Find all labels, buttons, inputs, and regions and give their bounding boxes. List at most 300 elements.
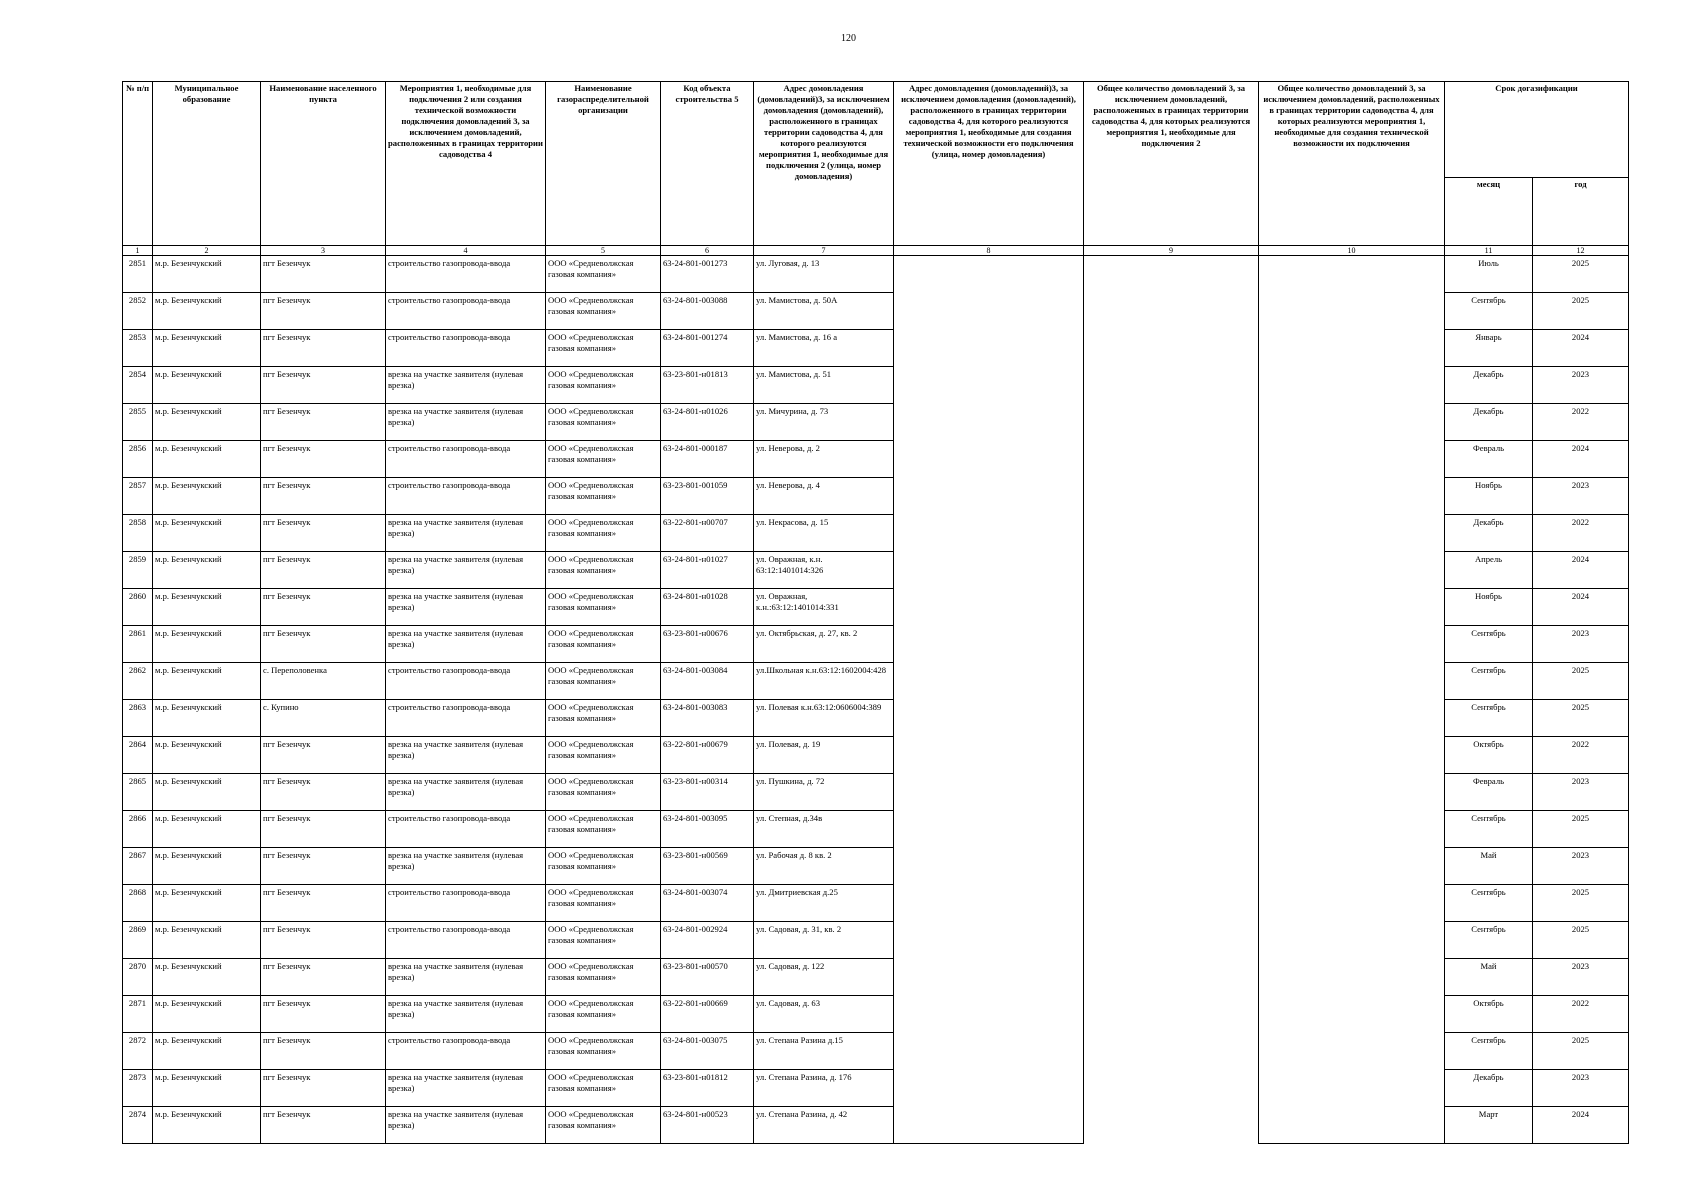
row-number: 2865 [123, 774, 153, 811]
column-index: 12 [1533, 246, 1629, 256]
row-address-tech [894, 515, 1084, 552]
row-municipality: м.р. Безенчукский [153, 700, 261, 737]
row-measure: строительство газопровода-ввода [386, 1033, 546, 1070]
row-address-tech [894, 589, 1084, 626]
row-settlement: пгт Безенчук [261, 441, 386, 478]
row-year: 2023 [1533, 1070, 1629, 1107]
row-municipality: м.р. Безенчукский [153, 1033, 261, 1070]
row-month: Сентябрь [1445, 626, 1533, 663]
row-count-tech [1259, 1107, 1445, 1144]
table-body [123, 256, 1629, 1144]
row-count-connect [1084, 256, 1259, 293]
row-month: Сентябрь [1445, 700, 1533, 737]
row-measure: врезка на участке заявителя (нулевая врезка) [386, 848, 546, 885]
table-row [123, 330, 1629, 367]
column-index: 10 [1259, 246, 1445, 256]
row-year: 2023 [1533, 478, 1629, 515]
row-address: ул. Октябрьская, д. 27, кв. 2 [754, 626, 894, 663]
header-municipality: Муниципальное образование [153, 82, 261, 246]
row-count-connect [1084, 996, 1259, 1033]
row-address-tech [894, 367, 1084, 404]
row-object-code: 63-24-801-003084 [661, 663, 754, 700]
column-index: 7 [754, 246, 894, 256]
row-measure: врезка на участке заявителя (нулевая врезка) [386, 515, 546, 552]
row-measure: врезка на участке заявителя (нулевая врезка) [386, 404, 546, 441]
table-row [123, 848, 1629, 885]
row-year: 2025 [1533, 663, 1629, 700]
row-month: Май [1445, 959, 1533, 996]
row-month: Март [1445, 1107, 1533, 1144]
row-settlement: пгт Безенчук [261, 848, 386, 885]
table-row [123, 700, 1629, 737]
row-municipality: м.р. Безенчукский [153, 330, 261, 367]
row-year: 2023 [1533, 959, 1629, 996]
row-address: ул. Дмитриевская д.25 [754, 885, 894, 922]
row-year: 2025 [1533, 700, 1629, 737]
table-row [123, 885, 1629, 922]
row-year: 2022 [1533, 404, 1629, 441]
row-address-tech [894, 811, 1084, 848]
row-municipality: м.р. Безенчукский [153, 1070, 261, 1107]
row-address-tech [894, 737, 1084, 774]
column-index: 4 [386, 246, 546, 256]
row-object-code: 63-24-801-н01028 [661, 589, 754, 626]
row-address: ул. Мамистова, д. 51 [754, 367, 894, 404]
row-count-tech [1259, 1070, 1445, 1107]
row-number: 2873 [123, 1070, 153, 1107]
row-organization: ООО «Средневолжская газовая компания» [546, 1107, 661, 1144]
row-address-tech [894, 404, 1084, 441]
row-organization: ООО «Средневолжская газовая компания» [546, 1070, 661, 1107]
row-month: Декабрь [1445, 515, 1533, 552]
row-year: 2023 [1533, 848, 1629, 885]
row-object-code: 63-24-801-н00523 [661, 1107, 754, 1144]
header-measures: Мероприятия 1, необходимые для подключения 2 или создания технической возможности подключения домовладений 3, за исключением домовладений, расположенных в границах территории садоводства 4 [386, 82, 546, 246]
row-count-tech [1259, 885, 1445, 922]
row-month: Апрель [1445, 552, 1533, 589]
row-settlement: пгт Безенчук [261, 589, 386, 626]
row-address: ул. Степана Разина, д. 42 [754, 1107, 894, 1144]
row-count-connect [1084, 922, 1259, 959]
row-organization: ООО «Средневолжская газовая компания» [546, 885, 661, 922]
row-measure: строительство газопровода-ввода [386, 663, 546, 700]
row-municipality: м.р. Безенчукский [153, 885, 261, 922]
row-number: 2857 [123, 478, 153, 515]
row-organization: ООО «Средневолжская газовая компания» [546, 663, 661, 700]
row-number: 2866 [123, 811, 153, 848]
table-row [123, 1033, 1629, 1070]
row-address: ул. Неверова, д. 2 [754, 441, 894, 478]
row-organization: ООО «Средневолжская газовая компания» [546, 996, 661, 1033]
row-organization: ООО «Средневолжская газовая компания» [546, 626, 661, 663]
row-year: 2023 [1533, 626, 1629, 663]
row-month: Декабрь [1445, 367, 1533, 404]
row-year: 2024 [1533, 552, 1629, 589]
row-organization: ООО «Средневолжская газовая компания» [546, 293, 661, 330]
row-address-tech [894, 626, 1084, 663]
row-year: 2024 [1533, 589, 1629, 626]
row-count-tech [1259, 959, 1445, 996]
row-count-connect [1084, 478, 1259, 515]
header-settlement: Наименование населенного пункта [261, 82, 386, 246]
row-municipality: м.р. Безенчукский [153, 959, 261, 996]
row-count-tech [1259, 441, 1445, 478]
header-month: месяц [1445, 178, 1533, 246]
row-year: 2024 [1533, 1107, 1629, 1144]
row-settlement: с. Купино [261, 700, 386, 737]
row-month: Декабрь [1445, 404, 1533, 441]
row-count-connect [1084, 663, 1259, 700]
row-settlement: пгт Безенчук [261, 922, 386, 959]
row-number: 2871 [123, 996, 153, 1033]
row-count-connect [1084, 589, 1259, 626]
row-address: ул. Полевая к.н.63:12:0606004:389 [754, 700, 894, 737]
row-object-code: 63-22-801-н00707 [661, 515, 754, 552]
column-index: 6 [661, 246, 754, 256]
row-municipality: м.р. Безенчукский [153, 293, 261, 330]
row-address: ул. Степана Разина д.15 [754, 1033, 894, 1070]
row-count-tech [1259, 367, 1445, 404]
row-address: ул. Овражная, к.н.:63:12:1401014:331 [754, 589, 894, 626]
row-count-connect [1084, 774, 1259, 811]
row-number: 2852 [123, 293, 153, 330]
row-address: ул. Полевая, д. 19 [754, 737, 894, 774]
row-address-tech [894, 1033, 1084, 1070]
row-address-tech [894, 959, 1084, 996]
row-organization: ООО «Средневолжская газовая компания» [546, 589, 661, 626]
row-count-tech [1259, 293, 1445, 330]
row-count-connect [1084, 737, 1259, 774]
row-number: 2872 [123, 1033, 153, 1070]
row-number: 2860 [123, 589, 153, 626]
row-municipality: м.р. Безенчукский [153, 441, 261, 478]
page-number: 120 [841, 33, 856, 44]
row-count-connect [1084, 293, 1259, 330]
row-measure: строительство газопровода-ввода [386, 885, 546, 922]
row-address-tech [894, 996, 1084, 1033]
row-address: ул. Пушкина, д. 72 [754, 774, 894, 811]
row-measure: врезка на участке заявителя (нулевая врезка) [386, 959, 546, 996]
row-month: Октябрь [1445, 737, 1533, 774]
row-measure: строительство газопровода-ввода [386, 700, 546, 737]
row-measure: врезка на участке заявителя (нулевая врезка) [386, 367, 546, 404]
row-object-code: 63-23-801-н00314 [661, 774, 754, 811]
table-row [123, 552, 1629, 589]
row-count-connect [1084, 330, 1259, 367]
gasification-registry-table [122, 81, 1629, 1144]
row-address-tech [894, 478, 1084, 515]
row-month: Июль [1445, 256, 1533, 293]
table-row [123, 441, 1629, 478]
row-address: ул.Школьная к.н.63:12:1602004:428 [754, 663, 894, 700]
row-settlement: пгт Безенчук [261, 552, 386, 589]
row-address: ул. Садовая, д. 63 [754, 996, 894, 1033]
row-count-tech [1259, 1033, 1445, 1070]
row-count-connect [1084, 848, 1259, 885]
row-measure: строительство газопровода-ввода [386, 256, 546, 293]
row-municipality: м.р. Безенчукский [153, 848, 261, 885]
row-measure: строительство газопровода-ввода [386, 330, 546, 367]
row-month: Сентябрь [1445, 1033, 1533, 1070]
table-row [123, 256, 1629, 293]
row-organization: ООО «Средневолжская газовая компания» [546, 737, 661, 774]
row-count-tech [1259, 589, 1445, 626]
row-year: 2025 [1533, 885, 1629, 922]
table-row [123, 737, 1629, 774]
table-row [123, 774, 1629, 811]
row-address-tech [894, 1070, 1084, 1107]
row-municipality: м.р. Безенчукский [153, 589, 261, 626]
row-count-tech [1259, 848, 1445, 885]
row-number: 2863 [123, 700, 153, 737]
row-organization: ООО «Средневолжская газовая компания» [546, 700, 661, 737]
row-address-tech [894, 293, 1084, 330]
row-address: ул. Неверова, д. 4 [754, 478, 894, 515]
row-organization: ООО «Средневолжская газовая компания» [546, 552, 661, 589]
row-measure: врезка на участке заявителя (нулевая врезка) [386, 996, 546, 1033]
row-count-tech [1259, 700, 1445, 737]
row-count-connect [1084, 959, 1259, 996]
column-index: 3 [261, 246, 386, 256]
row-municipality: м.р. Безенчукский [153, 774, 261, 811]
row-number: 2855 [123, 404, 153, 441]
row-number: 2858 [123, 515, 153, 552]
row-organization: ООО «Средневолжская газовая компания» [546, 515, 661, 552]
table-row [123, 1107, 1629, 1144]
row-count-tech [1259, 774, 1445, 811]
row-address: ул. Овражная, к.н. 63:12:1401014:326 [754, 552, 894, 589]
row-settlement: пгт Безенчук [261, 1107, 386, 1144]
row-object-code: 63-24-801-003088 [661, 293, 754, 330]
row-settlement: пгт Безенчук [261, 404, 386, 441]
row-count-tech [1259, 330, 1445, 367]
row-address-tech [894, 922, 1084, 959]
row-number: 2851 [123, 256, 153, 293]
row-month: Октябрь [1445, 996, 1533, 1033]
row-count-tech [1259, 811, 1445, 848]
row-address-tech [894, 441, 1084, 478]
row-municipality: м.р. Безенчукский [153, 996, 261, 1033]
row-number: 2874 [123, 1107, 153, 1144]
row-address-tech [894, 700, 1084, 737]
row-measure: строительство газопровода-ввода [386, 293, 546, 330]
row-settlement: пгт Безенчук [261, 515, 386, 552]
table-row [123, 663, 1629, 700]
table-row [123, 367, 1629, 404]
column-index: 11 [1445, 246, 1533, 256]
row-month: Сентябрь [1445, 663, 1533, 700]
row-year: 2023 [1533, 774, 1629, 811]
row-address: ул. Мамистова, д. 16 а [754, 330, 894, 367]
row-settlement: пгт Безенчук [261, 885, 386, 922]
table-row [123, 589, 1629, 626]
row-month: Февраль [1445, 774, 1533, 811]
row-count-tech [1259, 663, 1445, 700]
row-municipality: м.р. Безенчукский [153, 404, 261, 441]
row-municipality: м.р. Безенчукский [153, 515, 261, 552]
row-municipality: м.р. Безенчукский [153, 663, 261, 700]
row-number: 2861 [123, 626, 153, 663]
row-object-code: 63-23-801-001059 [661, 478, 754, 515]
row-measure: врезка на участке заявителя (нулевая врезка) [386, 589, 546, 626]
row-settlement: пгт Безенчук [261, 1070, 386, 1107]
row-settlement: пгт Безенчук [261, 626, 386, 663]
table-header [123, 82, 1629, 256]
row-municipality: м.р. Безенчукский [153, 552, 261, 589]
row-measure: строительство газопровода-ввода [386, 441, 546, 478]
row-measure: врезка на участке заявителя (нулевая врезка) [386, 1107, 546, 1144]
row-address-tech [894, 848, 1084, 885]
row-count-connect [1084, 1033, 1259, 1070]
row-object-code: 63-24-801-003074 [661, 885, 754, 922]
row-municipality: м.р. Безенчукский [153, 1107, 261, 1144]
row-number: 2870 [123, 959, 153, 996]
row-organization: ООО «Средневолжская газовая компания» [546, 922, 661, 959]
header-address: Адрес домовладения (домовладений)3, за исключением домовладения (домовладений), расположенного в границах территории садоводства 4, для которого реализуются мероприятия 1, необходимые для подключения 2 (улица, номер домовладения) [754, 82, 894, 246]
row-measure: строительство газопровода-ввода [386, 478, 546, 515]
row-year: 2022 [1533, 515, 1629, 552]
row-organization: ООО «Средневолжская газовая компания» [546, 441, 661, 478]
table-row [123, 996, 1629, 1033]
row-month: Январь [1445, 330, 1533, 367]
row-count-tech [1259, 922, 1445, 959]
table-row [123, 922, 1629, 959]
row-address-tech [894, 330, 1084, 367]
row-settlement: пгт Безенчук [261, 478, 386, 515]
row-count-connect [1084, 552, 1259, 589]
row-municipality: м.р. Безенчукский [153, 478, 261, 515]
row-month: Сентябрь [1445, 811, 1533, 848]
row-month: Ноябрь [1445, 478, 1533, 515]
row-object-code: 63-24-801-003095 [661, 811, 754, 848]
row-number: 2868 [123, 885, 153, 922]
row-address-tech [894, 256, 1084, 293]
row-object-code: 63-24-801-002924 [661, 922, 754, 959]
row-object-code: 63-24-801-003083 [661, 700, 754, 737]
row-object-code: 63-23-801-н01813 [661, 367, 754, 404]
row-settlement: пгт Безенчук [261, 774, 386, 811]
row-measure: строительство газопровода-ввода [386, 922, 546, 959]
row-address: ул. Луговая, д. 13 [754, 256, 894, 293]
row-settlement: пгт Безенчук [261, 996, 386, 1033]
row-municipality: м.р. Безенчукский [153, 367, 261, 404]
row-object-code: 63-24-801-000187 [661, 441, 754, 478]
table-row [123, 959, 1629, 996]
header-count-connect: Общее количество домовладений 3, за исключением домовладений, расположенных в границах территории садоводства 4, для которых реализуются мероприятия 1, необходимые для подключения 2 [1084, 82, 1259, 246]
row-count-tech [1259, 626, 1445, 663]
column-index: 2 [153, 246, 261, 256]
row-settlement: пгт Безенчук [261, 367, 386, 404]
row-object-code: 63-24-801-001274 [661, 330, 754, 367]
row-month: Февраль [1445, 441, 1533, 478]
row-month: Сентябрь [1445, 885, 1533, 922]
row-address-tech [894, 663, 1084, 700]
row-address: ул. Садовая, д. 31, кв. 2 [754, 922, 894, 959]
table-row [123, 404, 1629, 441]
column-index: 1 [123, 246, 153, 256]
row-settlement: пгт Безенчук [261, 1033, 386, 1070]
row-settlement: с. Переполовенка [261, 663, 386, 700]
column-index: 9 [1084, 246, 1259, 256]
header-object-code: Код объекта строительства 5 [661, 82, 754, 246]
row-settlement: пгт Безенчук [261, 737, 386, 774]
row-number: 2854 [123, 367, 153, 404]
row-organization: ООО «Средневолжская газовая компания» [546, 1033, 661, 1070]
row-number: 2862 [123, 663, 153, 700]
row-settlement: пгт Безенчук [261, 959, 386, 996]
row-municipality: м.р. Безенчукский [153, 256, 261, 293]
row-address: ул. Мамистова, д. 50А [754, 293, 894, 330]
row-object-code: 63-24-801-003075 [661, 1033, 754, 1070]
row-year: 2022 [1533, 737, 1629, 774]
row-measure: врезка на участке заявителя (нулевая врезка) [386, 737, 546, 774]
row-month: Сентябрь [1445, 922, 1533, 959]
column-index: 8 [894, 246, 1084, 256]
row-count-connect [1084, 1107, 1259, 1144]
row-year: 2025 [1533, 922, 1629, 959]
header-year: год [1533, 178, 1629, 246]
row-object-code: 63-22-801-н00669 [661, 996, 754, 1033]
row-count-tech [1259, 515, 1445, 552]
row-month: Май [1445, 848, 1533, 885]
row-number: 2864 [123, 737, 153, 774]
row-organization: ООО «Средневолжская газовая компания» [546, 256, 661, 293]
row-measure: строительство газопровода-ввода [386, 811, 546, 848]
row-count-connect [1084, 404, 1259, 441]
row-count-tech [1259, 478, 1445, 515]
row-count-connect [1084, 885, 1259, 922]
row-organization: ООО «Средневолжская газовая компания» [546, 848, 661, 885]
row-year: 2025 [1533, 811, 1629, 848]
row-count-tech [1259, 404, 1445, 441]
row-month: Сентябрь [1445, 293, 1533, 330]
row-municipality: м.р. Безенчукский [153, 737, 261, 774]
row-address: ул. Степная, д.34в [754, 811, 894, 848]
row-object-code: 63-24-801-001273 [661, 256, 754, 293]
table-row [123, 478, 1629, 515]
row-year: 2022 [1533, 996, 1629, 1033]
row-address-tech [894, 774, 1084, 811]
row-count-connect [1084, 441, 1259, 478]
table-row [123, 515, 1629, 552]
row-organization: ООО «Средневолжская газовая компания» [546, 811, 661, 848]
table-row [123, 293, 1629, 330]
row-object-code: 63-24-801-н01027 [661, 552, 754, 589]
row-number: 2869 [123, 922, 153, 959]
header-gdo: Наименование газораспределительной организации [546, 82, 661, 246]
row-number: 2853 [123, 330, 153, 367]
column-index-row [123, 246, 1629, 256]
row-settlement: пгт Безенчук [261, 330, 386, 367]
row-count-tech [1259, 256, 1445, 293]
row-object-code: 63-24-801-н01026 [661, 404, 754, 441]
table-row [123, 626, 1629, 663]
row-count-connect [1084, 811, 1259, 848]
row-organization: ООО «Средневолжская газовая компания» [546, 404, 661, 441]
row-month: Ноябрь [1445, 589, 1533, 626]
row-municipality: м.р. Безенчукский [153, 922, 261, 959]
row-number: 2856 [123, 441, 153, 478]
row-object-code: 63-23-801-н01812 [661, 1070, 754, 1107]
row-address-tech [894, 1107, 1084, 1144]
row-year: 2025 [1533, 1033, 1629, 1070]
row-year: 2025 [1533, 256, 1629, 293]
row-count-connect [1084, 700, 1259, 737]
row-year: 2025 [1533, 293, 1629, 330]
row-count-connect [1084, 367, 1259, 404]
row-organization: ООО «Средневолжская газовая компания» [546, 774, 661, 811]
column-index: 5 [546, 246, 661, 256]
